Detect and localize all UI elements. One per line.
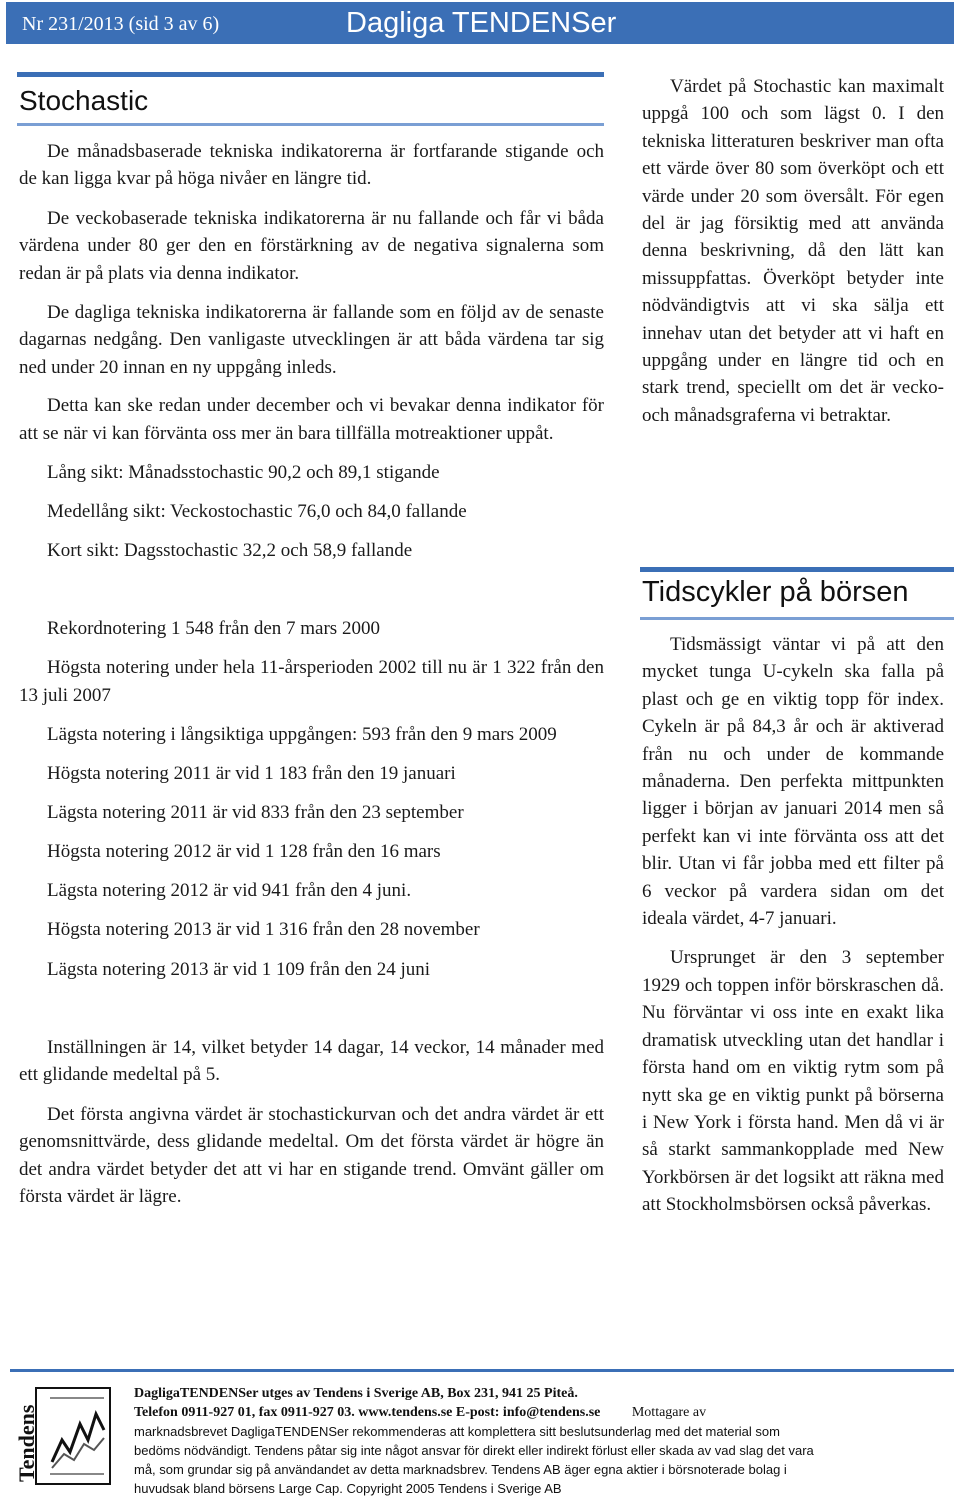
stochastic-long-term: Lång sikt: Månadsstochastic 90,2 och 89,1 stigande (47, 461, 440, 483)
record-line: Rekordnotering 1 548 från den 7 mars 2000 (47, 618, 380, 640)
paragraph: Ursprunget är den 3 september 1929 och toppen inför börskraschen då. Nu förväntar vi oss inte en exakt lika dramatisk utveckling utan det handlar i första hand om en viktig rytm som på nytt ska ge en viktig punkt på börserna i New York i första hand. Men då vi är så starkt sammankopplade med New Yorkbörsen är det logsikt att räkna med att Stockholmsbörsen också påverkas. (642, 947, 944, 1216)
stochastic-left-column (19, 138, 604, 1210)
tendens-logo (14, 1384, 114, 1488)
footer-disclaimer: må, som grundar sig på användandet av detta marknadsbrev. Tendens AB äger egna aktier i börsnoterade bolag i (134, 1462, 787, 1477)
settings-paragraph: Inställningen är 14, vilket betyder 14 dagar, 14 veckor, 14 månader med ett glidande medeltal på 5. (19, 1036, 604, 1086)
footer-disclaimer: marknadsbrevet DagligaTENDENSer rekommenderas att komplettera sitt beslutsunderlag med det material som (134, 1424, 780, 1439)
footer-disclaimer-start: Mottagare av (631, 1405, 707, 1420)
section-rule-bottom (640, 617, 954, 620)
paragraph: Tidsmässigt väntar vi på att den mycket tunga U-cykeln ska falla på plast och ge en viktig topp för index. Cykeln är på 84,3 år och är aktiverad från nu och under de kommande månaderna. Den perfekta mittpunkten ligger i början av januari 2014 men så perfekt kan vi inte förvänta oss att det blir. Utan vi får jobba med ett filter på 6 veckor på vardera sidan om det ideala värdet, 4-7 januari. (642, 634, 944, 930)
svg-text:Tendens: Tendens (14, 1404, 39, 1482)
paragraph: De månadsbaserade tekniska indikatorerna är fortfarande stigande och de kan ligga kvar på höga nivåer en längre tid. (19, 141, 604, 190)
record-line: Högsta notering 2012 är vid 1 128 från den 16 mars (47, 841, 441, 863)
record-line: Högsta notering 2011 är vid 1 183 från den 19 januari (47, 763, 456, 785)
section-rule-bottom (17, 123, 604, 126)
page-header (6, 2, 954, 44)
section-rule-top (640, 567, 954, 572)
record-line: Lägsta notering i långsiktiga uppgången: 593 från den 9 mars 2009 (47, 723, 557, 745)
footer-publisher: DagligaTENDENSer utges av Tendens i Sverige AB, Box 231, 941 25 Piteå. (134, 1386, 578, 1401)
footer-disclaimer: huvudsak bland börsens Large Cap. Copyright 2005 Tendens i Sverige AB (134, 1481, 562, 1496)
issue-label: Nr 231/2013 (sid 3 av 6) (22, 13, 220, 35)
record-line: Lägsta notering 2013 är vid 1 109 från den 24 juni (47, 958, 431, 980)
stochastic-medium-term: Medellång sikt: Veckostochastic 76,0 och 84,0 fallande (47, 500, 467, 522)
record-line: Högsta notering under hela 11-årsperioden 2002 till nu är 1 322 från den 13 juli 2007 (19, 657, 604, 706)
footer-disclaimer: bedöms nödvändigt. Tendens påtar sig inte något ansvar för direkt eller indirekt förlust eller skada av vad slag det vara (134, 1443, 814, 1458)
record-line: Högsta notering 2013 är vid 1 316 från den 28 november (47, 919, 480, 941)
record-line: Lägsta notering 2011 är vid 833 från den 23 september (47, 802, 464, 824)
tidscykler-column (642, 631, 944, 1219)
settings-paragraph: Det första angivna värdet är stochastickurvan och det andra värdet är ett genomsnittvärde, dess glidande medeltal. Om det första värdet är högre än det andra värdet betyder det att vi har en stigande trend. Omvänt gäller om första värdet är lägre. (19, 1103, 604, 1207)
section-title-tidscykler: Tidscykler på börsen (642, 576, 909, 608)
newsletter-title: Dagliga TENDENSer (346, 7, 617, 39)
footer-contact: Telefon 0911-927 01, fax 0911-927 03. www.tendens.se E-post: info@tendens.se (134, 1405, 601, 1420)
record-line: Lägsta notering 2012 är vid 941 från den 4 juni. (47, 880, 412, 902)
footer-rule (10, 1369, 954, 1372)
paragraph: Värdet på Stochastic kan maximalt uppgå 100 och som lägst 0. I den tekniska litteraturen beskriver man ofta ett värde över 80 som överköpt och ett värde under 20 som översålt. För egen del är jag försiktig med att använda denna beskrivning, då den lätt kan missuppfattas. Överköpt betyder inte nödvändigtvis att vi ska sälja ett innehav utan det betyder att vi haft en uppgång under en längre tid och en stark trend, speciellt om det är vecko- och månadsgraferna vi betraktar. (642, 76, 944, 426)
section-rule-top (17, 72, 604, 77)
paragraph: Detta kan ske redan under december och vi bevakar denna indikator för att se när vi kan förvänta oss mer än bara tillfälla motreaktioner uppåt. (19, 395, 604, 444)
stochastic-short-term: Kort sikt: Dagsstochastic 32,2 och 58,9 fallande (47, 539, 413, 561)
stochastic-right-column (642, 73, 944, 429)
footer-text (134, 1384, 934, 1498)
section-title-stochastic: Stochastic (19, 85, 149, 116)
paragraph: De dagliga tekniska indikatorerna är fallande som en följd av de senaste dagarnas nedgång. Den vanligaste utvecklingen är att båda värdena tar sig ned under 20 innan en ny uppgång inleds. (19, 302, 604, 378)
paragraph: De veckobaserade tekniska indikatorerna är nu fallande och får vi båda värdena under 80 ger den en förstärkning av de negativa signalerna som redan är på plats via denna indikator. (19, 207, 604, 284)
